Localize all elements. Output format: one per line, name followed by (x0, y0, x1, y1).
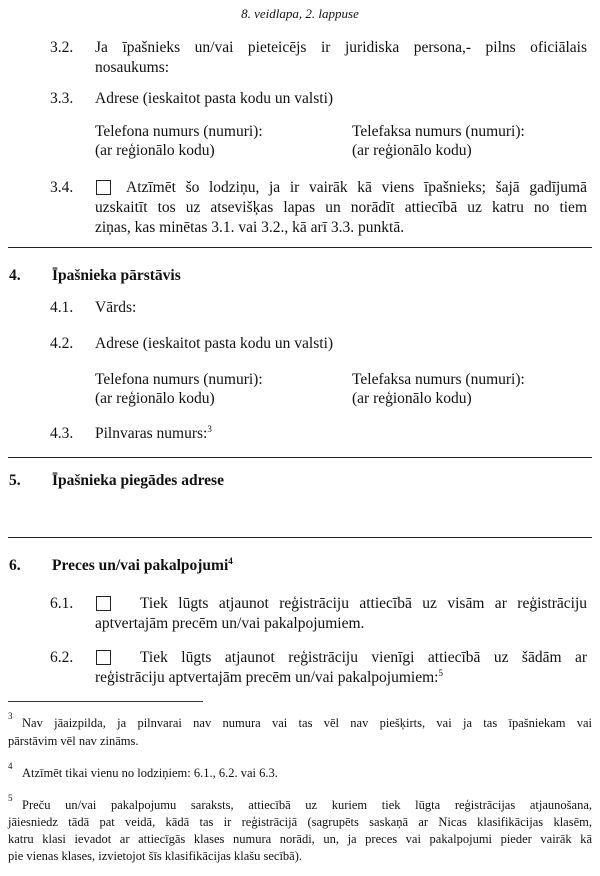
divider-rule (8, 537, 592, 538)
fax-code-label-1: (ar reģionālo kodu) (352, 142, 472, 159)
footnote-4-mark: 4 (8, 760, 13, 771)
renew-all-goods-checkbox[interactable] (96, 596, 111, 611)
fax-code-label-2: (ar reģionālo kodu) (352, 390, 472, 407)
footnote-ref-5: 5 (438, 667, 443, 678)
item-3-4-line3: ziņas, kas minētas 3.1. vai 3.2., kā arī 3.3. punktā. (95, 219, 405, 236)
phone-code-label-1: (ar reģionālo kodu) (95, 142, 215, 159)
footnote-3-marker (8, 712, 13, 729)
footnote-3-line2: pārstāvim vēl nav zināms. (8, 734, 139, 748)
footnote-5-line2: jāiesniedz tādā pat veidā, kādā tas ir reģistrācijā (sagrupēts saskaņā ar Nicas klasifikācijas klasēm, (8, 815, 592, 829)
footnote-ref-3: 3 (207, 423, 212, 434)
item-3-4-line2: uzskaitīt tos uz atsevišķas lapas un norādīt attiecībā uz katru no tiem (95, 199, 587, 216)
item-3-3-number: 3.3. (50, 90, 74, 107)
footnote-5-line1: Preču un/vai pakalpojumu saraksts, attiecībā uz kuriem tiek lūgta reģistrācijas atjaunošana, (22, 798, 592, 812)
item-6-1-number: 6.1. (50, 595, 74, 612)
fax-label-2: Telefaksa numurs (numuri): (352, 371, 525, 388)
item-4-1-number: 4.1. (50, 299, 74, 316)
item-3-4-line1: Atzīmēt šo lodziņu, ja ir vairāk kā viens īpašnieks; šajā gadījumā (126, 179, 587, 196)
item-4-3-number: 4.3. (50, 425, 74, 442)
phone-label-1: Telefona numurs (numuri): (95, 123, 263, 140)
section-6-title-text: Preces un/vai pakalpojumi (52, 557, 229, 574)
footnote-separator (8, 701, 203, 702)
item-4-2-label: Adrese (ieskaitot pasta kodu un valsti) (95, 335, 334, 352)
multiple-owners-checkbox[interactable] (96, 180, 111, 195)
phone-label-2: Telefona numurs (numuri): (95, 371, 263, 388)
item-6-2-line2 (95, 668, 443, 688)
divider-rule (8, 247, 592, 248)
item-4-3-label (95, 424, 212, 444)
section-5-title: Īpašnieka piegādes adrese (52, 472, 224, 489)
item-3-4-number: 3.4. (50, 179, 74, 196)
renew-selected-goods-checkbox[interactable] (96, 650, 111, 665)
item-4-3-text: Pilnvaras numurs: (95, 425, 208, 442)
footnote-4-text: Atzīmēt tikai vienu no lodziņiem: 6.1., 6.2. vai 6.3. (22, 766, 278, 780)
item-6-2-line1: Tiek lūgts atjaunot reģistrāciju vienīgi attiecībā uz šādām ar (140, 649, 587, 666)
item-6-2-number: 6.2. (50, 649, 74, 666)
footnote-4-marker (8, 762, 13, 779)
item-3-3-label: Adrese (ieskaitot pasta kodu un valsti) (95, 90, 334, 107)
footnote-5-mark: 5 (8, 792, 13, 803)
footnote-5-marker (8, 794, 13, 811)
page-header: 8. veidlapa, 2. lappuse (241, 6, 359, 21)
divider-rule (8, 457, 592, 458)
section-4-title: Īpašnieka pārstāvis (52, 267, 181, 284)
footnote-5-line4: pie vienas klases, izvietojot šīs klasifikācijas klašu secībā). (8, 849, 303, 863)
item-4-1-label: Vārds: (95, 299, 137, 316)
section-6-number: 6. (9, 557, 21, 574)
section-4-number: 4. (9, 267, 21, 284)
footnote-5-line3: katru klasi ievadot ar attiecīgās klases numura norādi, un, ja preces vai pakalpojumi pieder vairāk kā (8, 832, 592, 846)
section-5-number: 5. (9, 472, 21, 489)
footnote-3-mark: 3 (8, 710, 13, 721)
item-3-2-number: 3.2. (50, 39, 74, 56)
item-6-1-line1: Tiek lūgts atjaunot reģistrāciju attiecībā uz visām ar reģistrāciju (140, 595, 587, 612)
item-3-2-line2: nosaukums: (95, 59, 170, 76)
fax-label-1: Telefaksa numurs (numuri): (352, 123, 525, 140)
item-6-2-line2-text: reģistrāciju aptvertajām precēm un/vai pakalpojumiem: (95, 669, 439, 686)
item-6-1-line2: aptvertajām precēm un/vai pakalpojumiem. (95, 615, 365, 632)
section-6-title (52, 556, 233, 576)
item-3-2-line1: Ja īpašnieks un/vai pieteicējs ir juridiska persona,- pilns oficiālais (95, 39, 587, 56)
footnote-3-line1: Nav jāaizpilda, ja pilnvarai nav numura vai tas vēl nav piešķirts, vai ja tas īpašniekam vai (22, 716, 592, 730)
phone-code-label-2: (ar reģionālo kodu) (95, 390, 215, 407)
item-4-2-number: 4.2. (50, 335, 74, 352)
footnote-ref-4: 4 (228, 555, 233, 566)
